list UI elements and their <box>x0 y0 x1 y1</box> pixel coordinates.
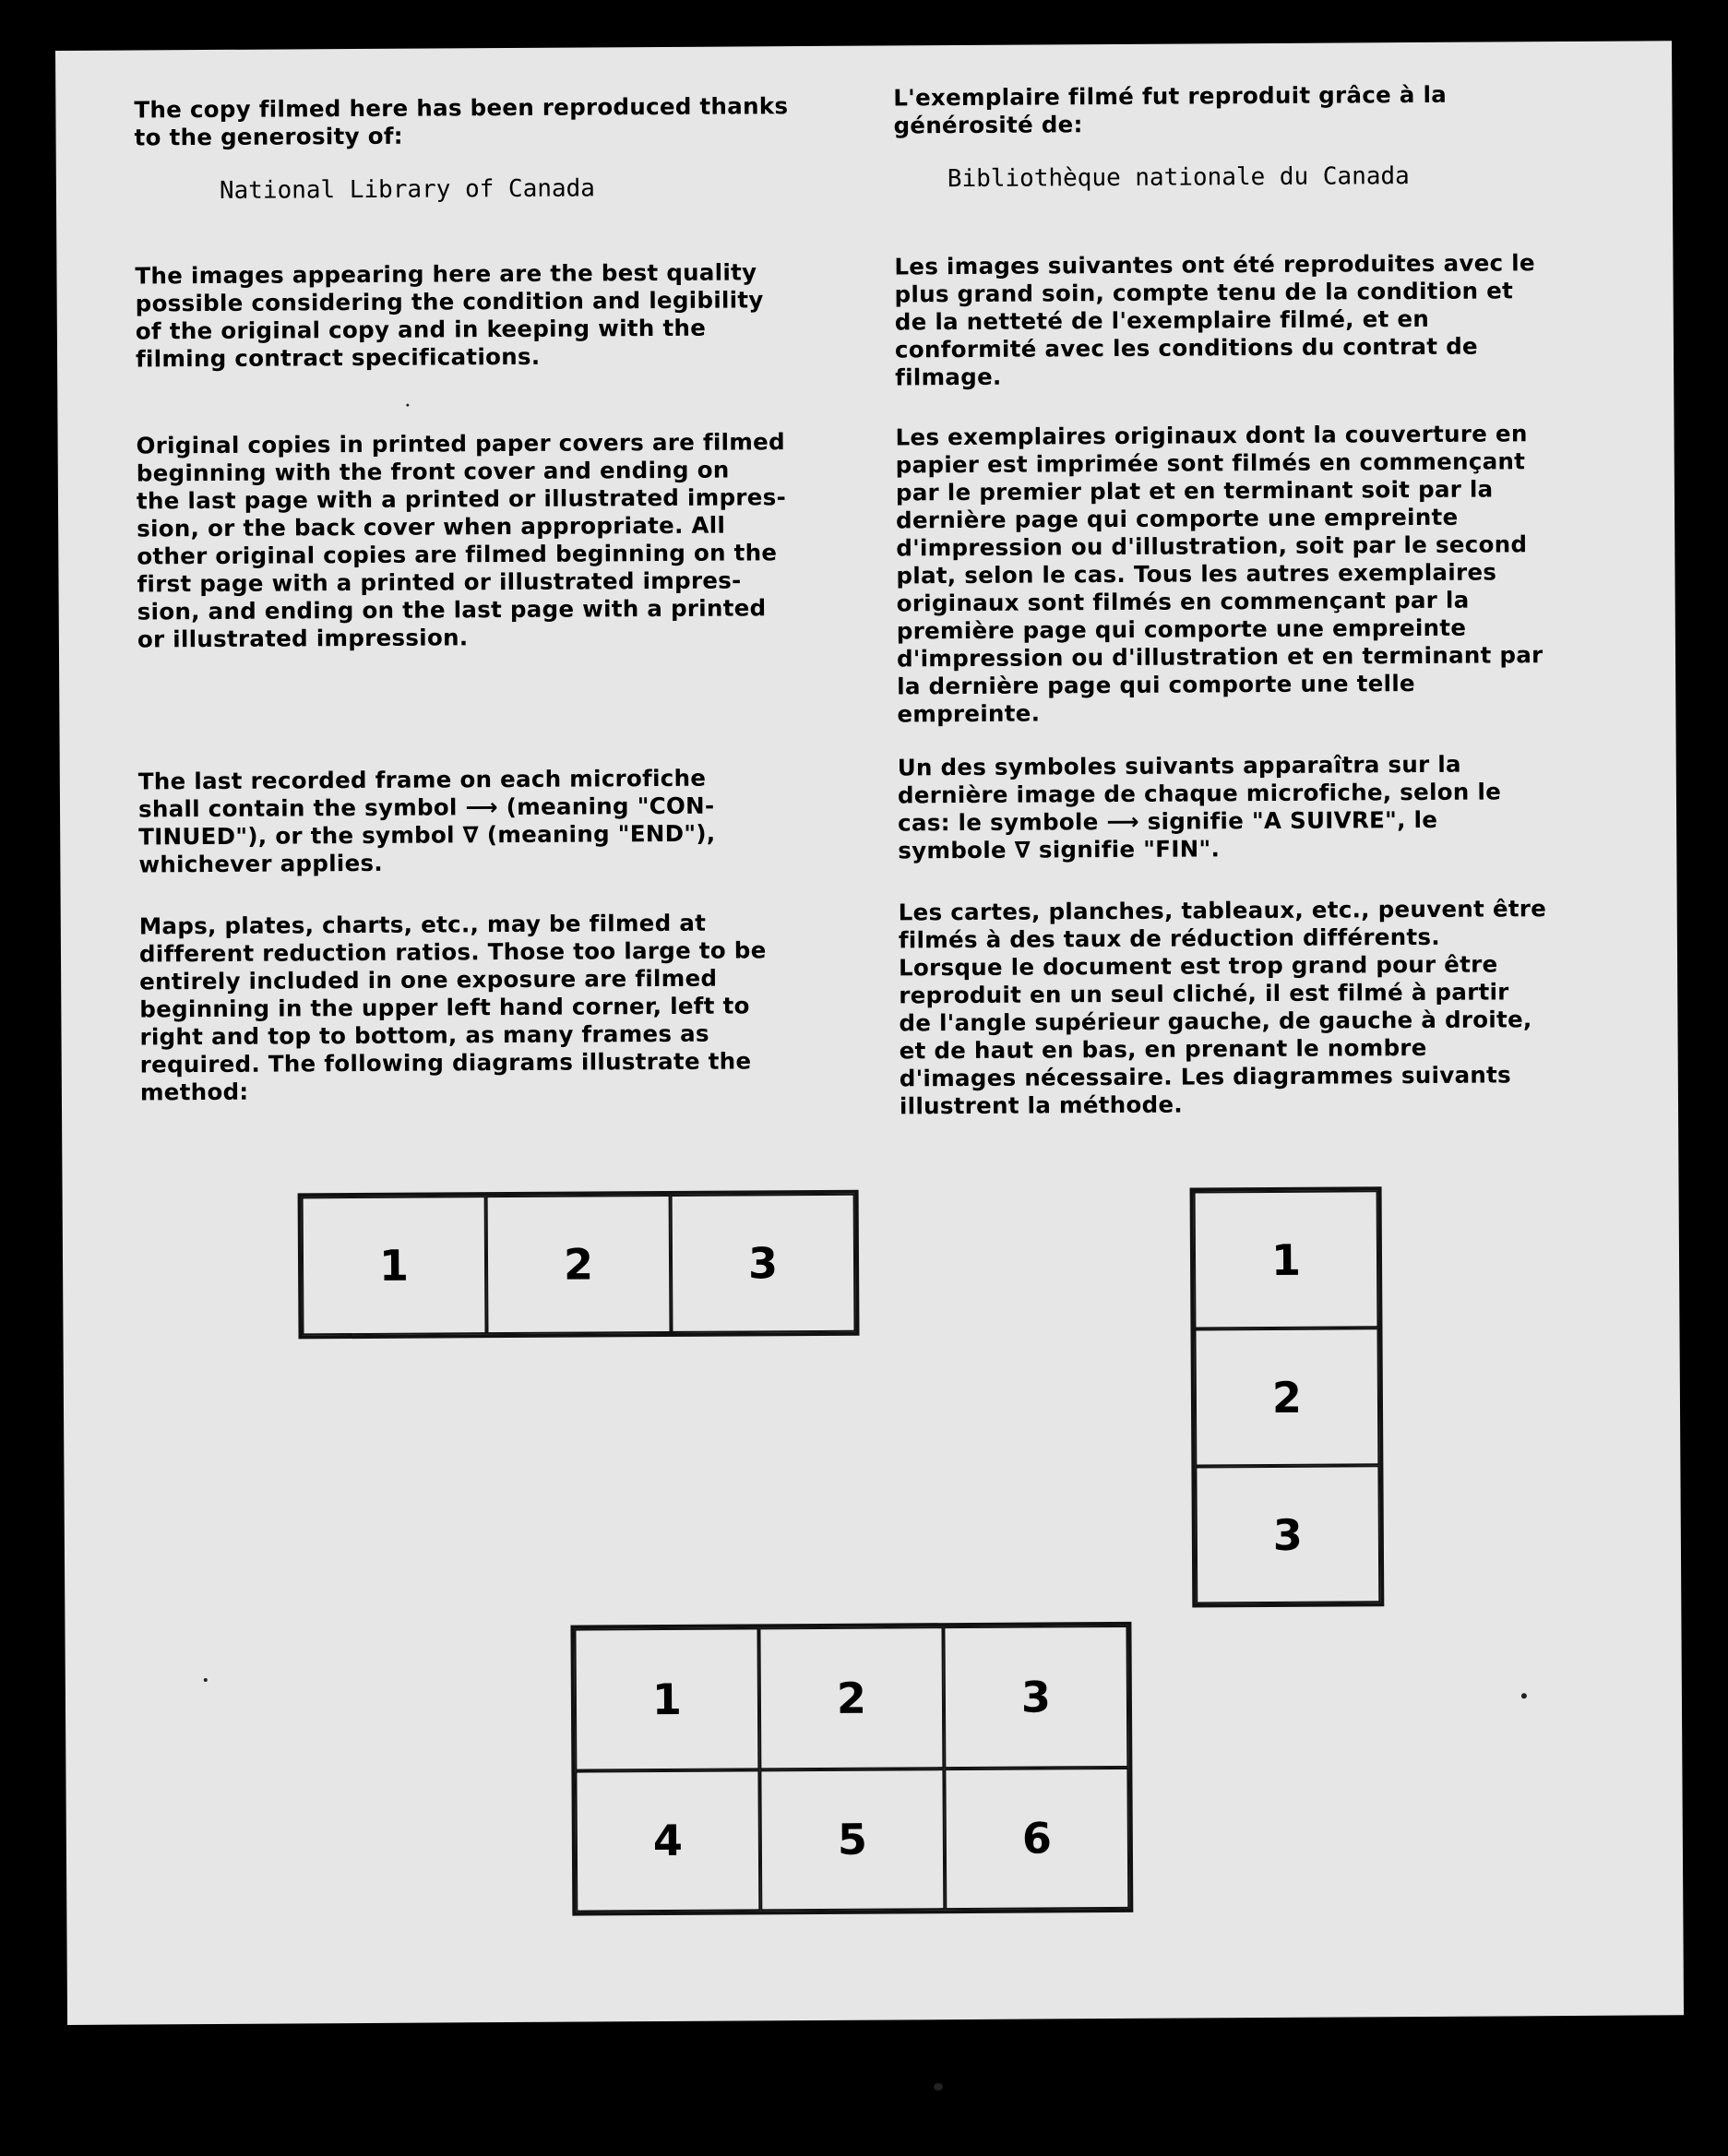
right-originals-paragraph: Les exemplaires originaux dont la couverture en papier est imprimée sont filmés en commençant par le premier plat et en terminant soit par la dernière page qui comporte une empreinte d'impression ou d'illustration, soit par le second plat, selon le cas. Tous les autres exemplaires originaux sont filmés en commençant par la première page qui comporte une empreinte d'impression ou d'illustration et en terminant par la dernière page qui comporte une telle empreinte. <box>895 420 1543 728</box>
diagram-grid-frame: 6 <box>944 1767 1129 1910</box>
right-library-name: Bibliothèque nationale du Canada <box>947 162 1410 194</box>
left-last-frame-paragraph: The last recorded frame on each microfiche shall contain the symbol ⟶ (meaning "CON- TINUED"), or the symbol ∇ (meaning "END"), whichever applies. <box>137 764 716 878</box>
dust-speck <box>1521 1693 1527 1698</box>
dust-speck <box>406 404 409 407</box>
diagram-grid-frame: 1 <box>574 1627 759 1770</box>
right-quality-paragraph: Les images suivantes ont été reproduites avec le plus grand soin, compte tenu de la condition et de la netteté de l'exemplaire filmé, et en conformité avec les conditions du contrat de filmage. <box>894 249 1535 391</box>
diagram-column-frame: 2 <box>1194 1328 1379 1466</box>
diagram-row-frame: 2 <box>486 1195 672 1334</box>
dust-speck <box>204 1678 208 1682</box>
dust-speck <box>934 2083 943 2090</box>
diagram-grid-frame: 3 <box>943 1626 1128 1769</box>
diagram-grid-frame: 5 <box>759 1769 945 1912</box>
left-originals-paragraph: Original copies in printed paper covers are filmed beginning with the front cover and ending on the last page with a printed or illustrated impres- sion, or the back cover when appropriate. All other original copies are filmed beginning on the first page with a printed or illustrated impres- sion, and ending on the last page with a printed or illustrated impression. <box>136 428 787 653</box>
diagram-grid-2x3 <box>570 1622 1133 1916</box>
microfiche-target-page <box>55 41 1684 2025</box>
right-maps-paragraph: Les cartes, planches, tableaux, etc., peuvent être filmés à des taux de réduction différents. Lorsque le document est trop grand pour être reproduit en un seul cliché, il est filmé à partir de l'angle supérieur gauche, de gauche à droite, et de haut en bas, en prenant le nombre d'images nécessaire. Les diagrammes suivants illustrent la méthode. <box>898 895 1547 1120</box>
left-quality-paragraph: The images appearing here are the best quality possible considering the condition and legibility of the original copy and in keeping with the filming contract specifications. <box>135 258 764 373</box>
diagram-column-frame: 1 <box>1194 1190 1379 1328</box>
diagram-grid-frame: 4 <box>575 1769 760 1912</box>
right-last-frame-paragraph: Un des symboles suivants apparaîtra sur la dernière image de chaque microfiche, selon le cas: le symbole ⟶ signifie "A SUIVRE", le symbole ∇ signifie "FIN". <box>897 750 1502 864</box>
diagram-column-3x1 <box>1190 1186 1385 1607</box>
left-library-name: National Library of Canada <box>219 174 596 205</box>
diagram-row-1x3 <box>298 1190 860 1340</box>
left-intro: The copy filmed here has been reproduced thanks to the generosity of: <box>134 92 789 151</box>
right-intro: L'exemplaire filmé fut reproduit grâce à la générosité de: <box>893 80 1448 139</box>
left-maps-paragraph: Maps, plates, charts, etc., may be filmed at different reduction ratios. Those too large to be entirely included in one exposure are filmed beginning in the upper left hand corner, left to right and top to bottom, as many frames as required. The following diagrams illustrate the method: <box>138 909 767 1106</box>
diagram-grid-frame: 2 <box>758 1626 944 1769</box>
diagram-column-frame: 3 <box>1195 1465 1380 1603</box>
diagram-row-frame: 3 <box>671 1194 856 1333</box>
diagram-row-frame: 1 <box>302 1196 487 1335</box>
